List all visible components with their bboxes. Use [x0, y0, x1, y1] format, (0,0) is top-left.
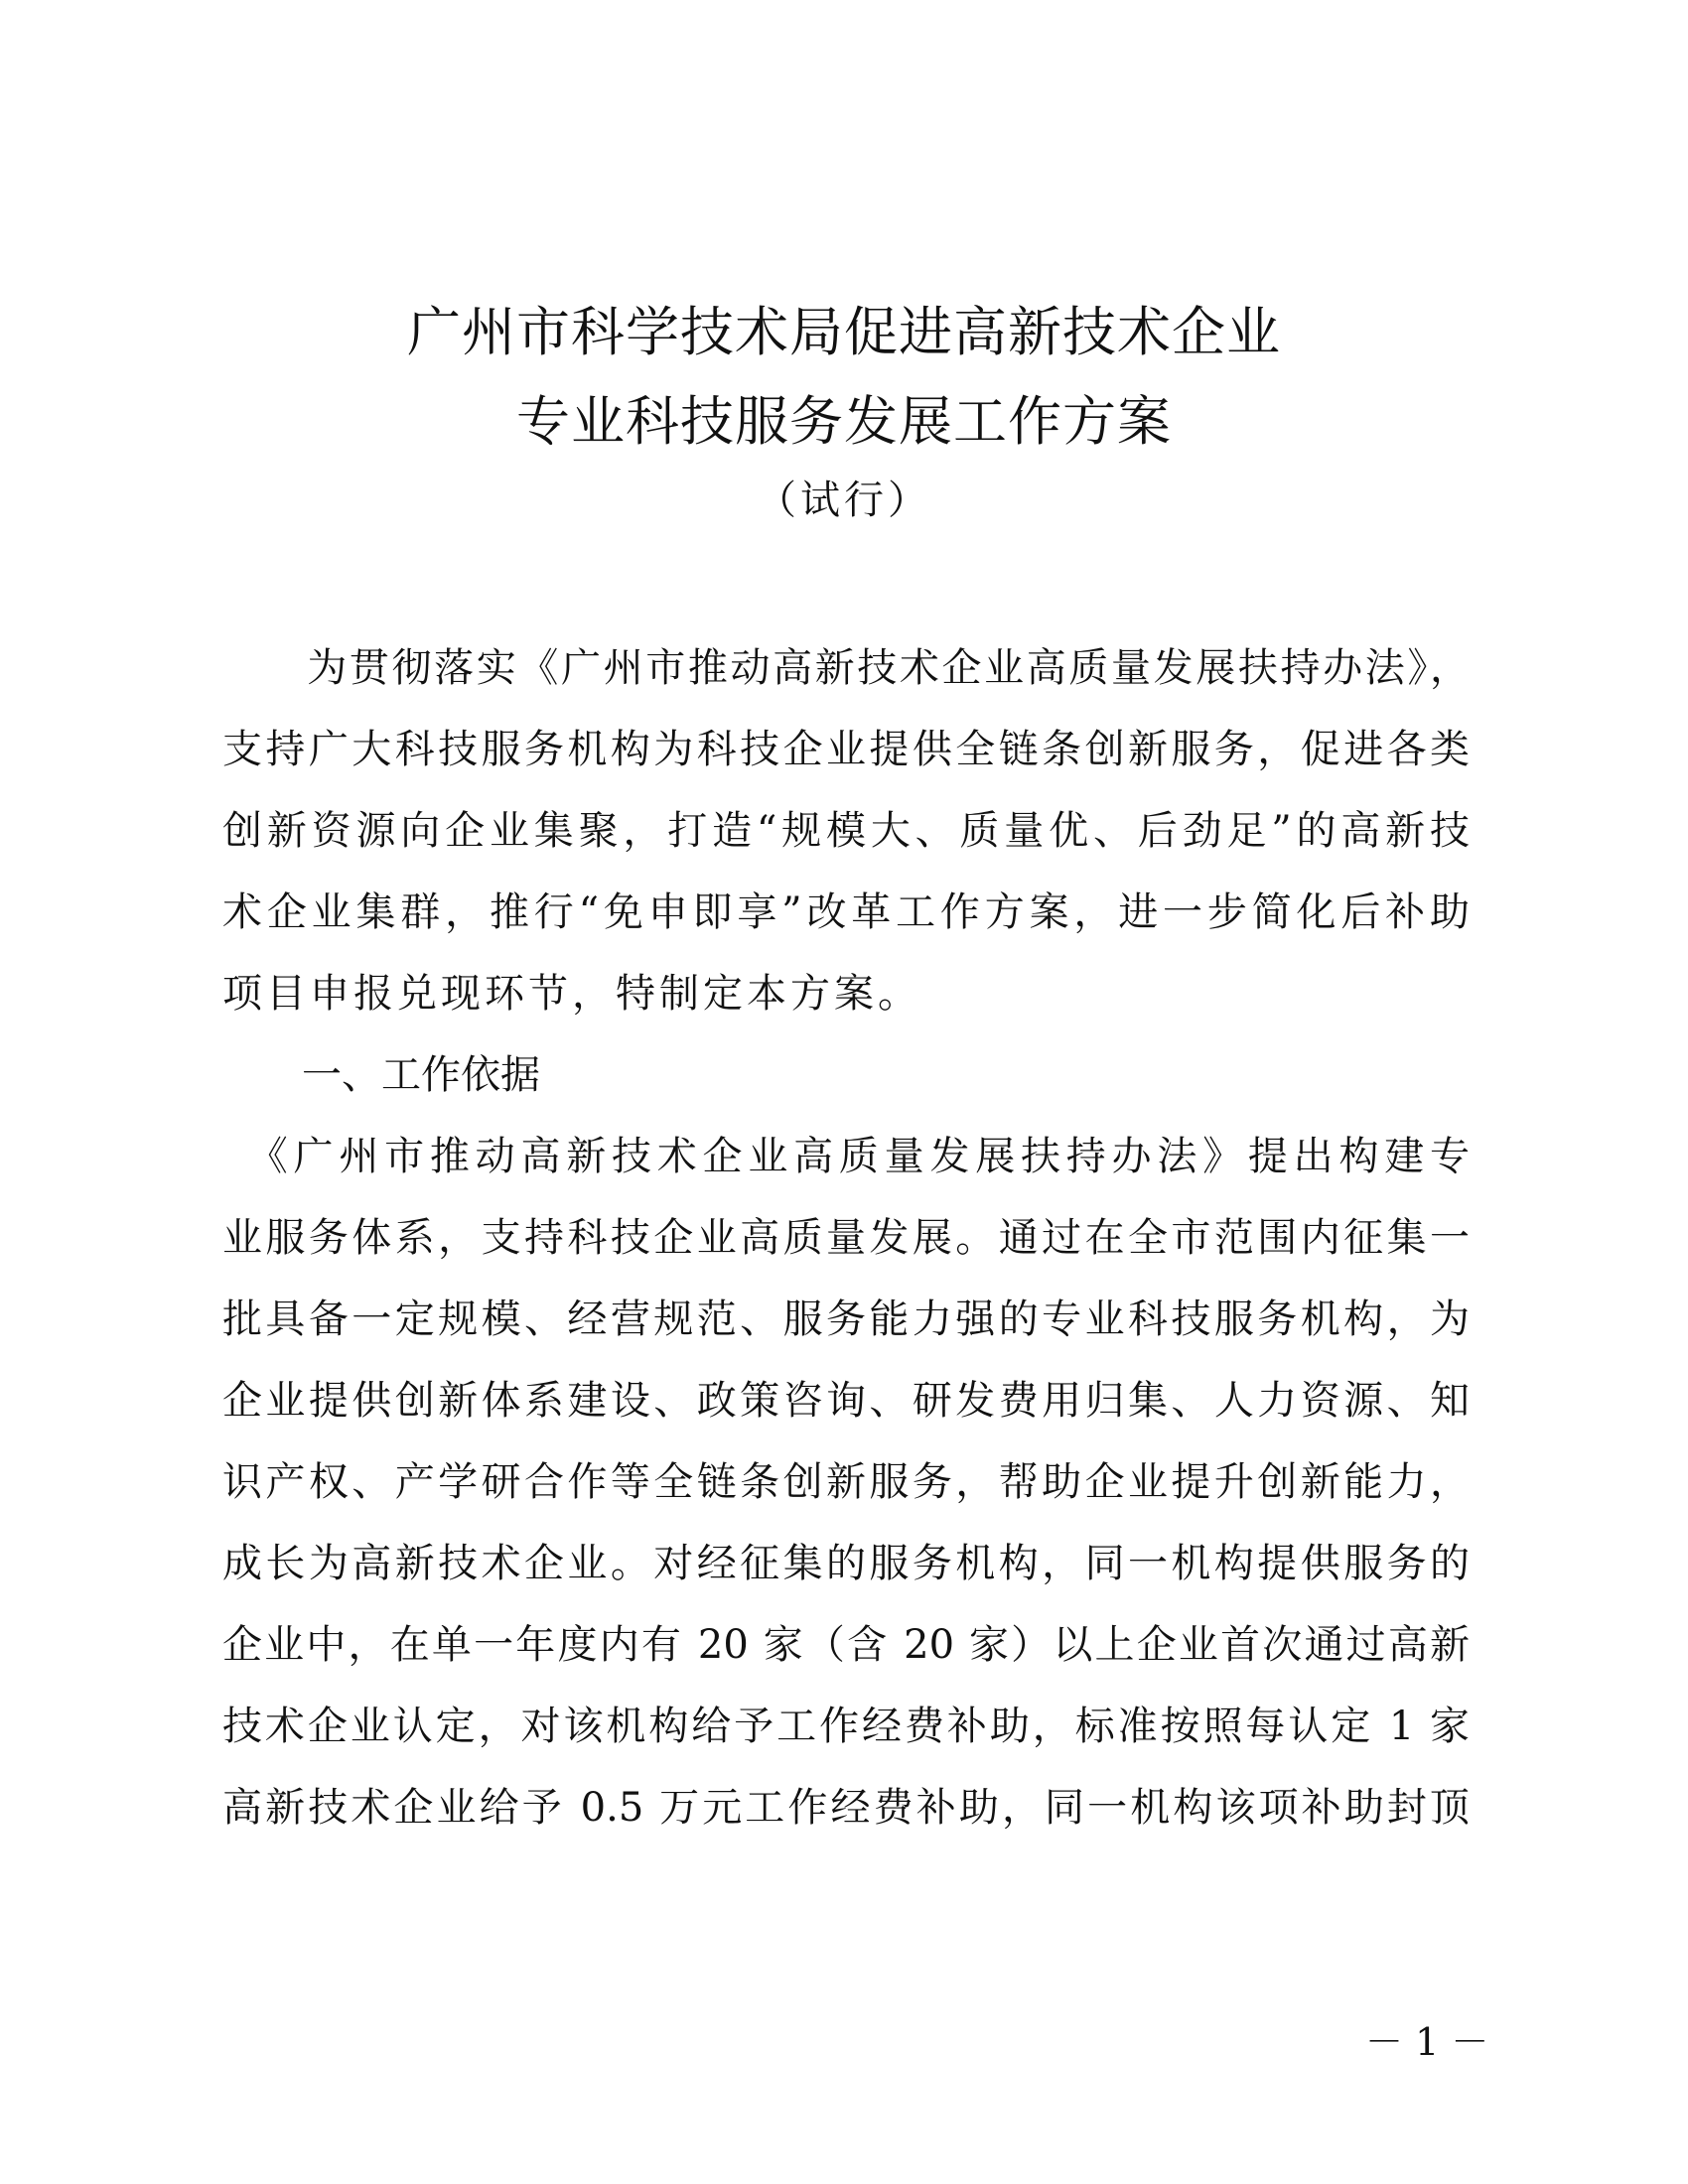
section-line: 高新技术企业给予 0.5 万元工作经费补助，同一机构该项补助封顶 — [222, 1785, 1470, 1831]
document-subtitle: （试行） — [757, 478, 931, 523]
intro-line: 为贯彻落实《广州市推动高新技术企业高质量发展扶持办法》， — [222, 645, 1470, 691]
section-line: 批具备一定规模、经营规范、服务能力强的专业科技服务机构，为 — [222, 1297, 1470, 1342]
document-title-line-1: 广州市科学技术局促进高新技术企业 — [407, 301, 1281, 363]
intro-line: 支持广大科技服务机构为科技企业提供全链条创新服务，促进各类 — [222, 727, 1470, 772]
section-heading: 一、工作依据 — [302, 1052, 540, 1098]
section-line: 识产权、产学研合作等全链条创新服务，帮助企业提升创新能力， — [222, 1459, 1470, 1505]
intro-line: 创新资源向企业集聚，打造“规模大、质量优、后劲足”的高新技 — [222, 808, 1470, 854]
document-title-line-2: 专业科技服务发展工作方案 — [516, 390, 1172, 453]
section-line: 成长为高新技术企业。对经征集的服务机构，同一机构提供服务的 — [222, 1541, 1470, 1586]
section-line: 业服务体系，支持科技企业高质量发展。通过在全市范围内征集一 — [222, 1215, 1470, 1261]
intro-line: 项目申报兑现环节，特制定本方案。 — [222, 971, 921, 1017]
page-number: － 1 － — [1365, 2020, 1489, 2064]
intro-line: 术企业集群，推行“免申即享”改革工作方案，进一步简化后补助 — [222, 889, 1470, 935]
section-line: 企业中，在单一年度内有 20 家（含 20 家）以上企业首次通过高新 — [222, 1622, 1470, 1668]
section-line: 企业提供创新体系建设、政策咨询、研发费用归集、人力资源、知 — [222, 1378, 1470, 1424]
section-line: 技术企业认定，对该机构给予工作经费补助，标准按照每认定 1 家 — [222, 1704, 1470, 1749]
section-line: 《广州市推动高新技术企业高质量发展扶持办法》提出构建专 — [222, 1134, 1470, 1179]
